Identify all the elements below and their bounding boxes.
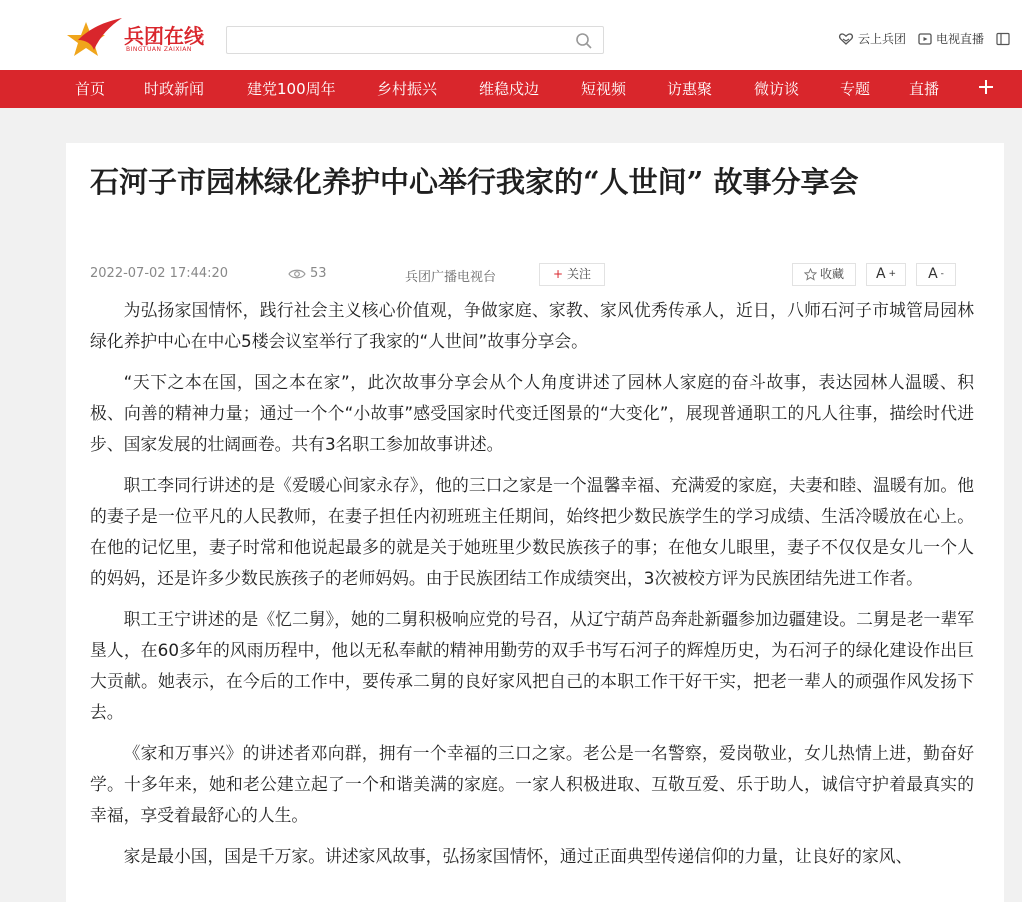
font-increase-button[interactable] <box>866 263 906 286</box>
article-source: 兵团广播电视台 <box>405 270 497 285</box>
article-paragraph: “天下之本在国，国之本在家”，此次故事分享会从个人角度讲述了园林人家庭的奋斗故事，表达园林人温暖、积极、向善的精神力量；通过一个个“小故事”感受国家时代变迁图景的“大变化”，展现普通职工的凡人往事，描绘时代进步、国家发展的壮阔画卷。共有3名职工参加故事讲述。 <box>90 372 974 454</box>
follow-plus-icon: + <box>553 267 564 281</box>
tv-live-label: 电视直播 <box>935 32 984 46</box>
article-card <box>66 143 1004 902</box>
nav-item-rural[interactable]: 乡村振兴 <box>377 80 438 98</box>
menu-link[interactable] <box>996 32 1014 46</box>
favorite-button[interactable] <box>792 263 856 286</box>
top-header <box>0 0 1022 70</box>
nav-item-fanghuiju[interactable]: 访惠聚 <box>667 80 713 98</box>
article-paragraph: 家是最小国，国是千万家。讲述家风故事，弘扬家国情怀，通过正面典型传递信仰的力量，让良好的家风、 <box>123 846 913 866</box>
font-decrease-button[interactable] <box>916 263 956 286</box>
article-body <box>90 295 974 882</box>
font-increase-label: A <box>876 266 886 282</box>
eye-icon <box>288 268 306 280</box>
nav-item-party-100[interactable]: 建党100周年 <box>247 80 336 98</box>
nav-item-live[interactable]: 直播 <box>909 80 940 98</box>
favorite-label: 收藏 <box>819 267 844 281</box>
search-input[interactable] <box>227 27 557 53</box>
view-count-value: 53 <box>310 266 327 281</box>
plus-icon[interactable] <box>975 76 997 98</box>
article-paragraph: 职工王宁讲述的是《忆二舅》，她的二舅积极响应党的号召，从辽宁葫芦岛奔赴新疆参加边疆建设。二舅是老一辈军垦人，在60多年的风雨历程中，他以无私奉献的精神用勤劳的双手书写石河子的辉煌历史，为石河子的绿化建设作出巨大贡献。她表示，在今后的工作中，要传承二舅的良好家风把自己的本职工作干好干实，把老一辈人的顽强作风发扬下去。 <box>90 609 974 722</box>
cloud-bingtuan-label: 云上兵团 <box>857 32 906 46</box>
font-increase-icon: + <box>885 269 896 279</box>
publish-time: 2022-07-02 17:44:20 <box>90 266 229 281</box>
font-decrease-icon: - <box>937 269 944 279</box>
logo-text: 兵团在线 <box>124 24 204 48</box>
follow-button[interactable] <box>539 263 605 286</box>
cloud-bingtuan-link[interactable] <box>838 30 906 47</box>
article-paragraph: 职工李同行讲述的是《爱暖心间家永存》，他的三口之家是一个温馨幸福、充满爱的家庭，夫妻和睦、温暖有加。他的妻子是一位平凡的人民教师，在妻子担任内初班班主任期间，始终把少数民族学生的学习成绩、生活冷暖放在心上。在他的记忆里，妻子时常和他说起最多的就是关于她班里少数民族孩子的事；在他女儿眼里，妻子不仅仅是女儿一个人的妈妈，还是许多少数民族孩子的老师妈妈。由于民族团结工作成绩突出，3次被校方评为民族团结先进工作者。 <box>90 475 974 588</box>
tv-icon <box>918 32 932 46</box>
star-icon <box>804 268 817 281</box>
nav-item-short-video[interactable]: 短视频 <box>581 80 627 98</box>
tv-live-link[interactable] <box>918 30 984 47</box>
nav-item-politics[interactable]: 时政新闻 <box>144 80 205 98</box>
menu-icon <box>996 32 1010 46</box>
article-title: 石河子市园林绿化养护中心举行我家的“人世间” 故事分享会 <box>90 165 859 199</box>
logo-subtext: BINGTUAN ZAIXIAN <box>126 46 192 53</box>
heart-hand-icon <box>838 32 854 46</box>
view-count <box>288 266 327 281</box>
star-logo-icon <box>64 16 124 58</box>
search-icon[interactable] <box>575 32 593 50</box>
nav-item-topics[interactable]: 专题 <box>840 80 871 98</box>
top-links <box>826 30 1014 47</box>
article-paragraph: 《家和万事兴》的讲述者邓向群，拥有一个幸福的三口之家。老公是一名警察，爱岗敬业，女儿热情上进，勤奋好学。十多年来，她和老公建立起了一个和谐美满的家庭。一家人积极进取、互敬互爱、乐于助人，诚信守护着最真实的幸福，享受着最舒心的人生。 <box>90 743 974 825</box>
nav-item-interview[interactable]: 微访谈 <box>754 80 800 98</box>
font-decrease-label: A <box>928 266 938 282</box>
nav-item-border[interactable]: 维稳戍边 <box>479 80 540 98</box>
nav-item-home[interactable]: 首页 <box>75 80 106 98</box>
search-box <box>226 26 604 54</box>
main-nav <box>0 70 1022 108</box>
article-paragraph: 为弘扬家国情怀，践行社会主义核心价值观，争做家庭、家教、家风优秀传承人，近日，八师石河子市城管局园林绿化养护中心在中心5楼会议室举行了我家的“人世间”故事分享会。 <box>90 300 974 351</box>
follow-label: 关注 <box>566 267 591 281</box>
site-logo[interactable] <box>64 16 214 60</box>
article-meta <box>90 263 980 287</box>
